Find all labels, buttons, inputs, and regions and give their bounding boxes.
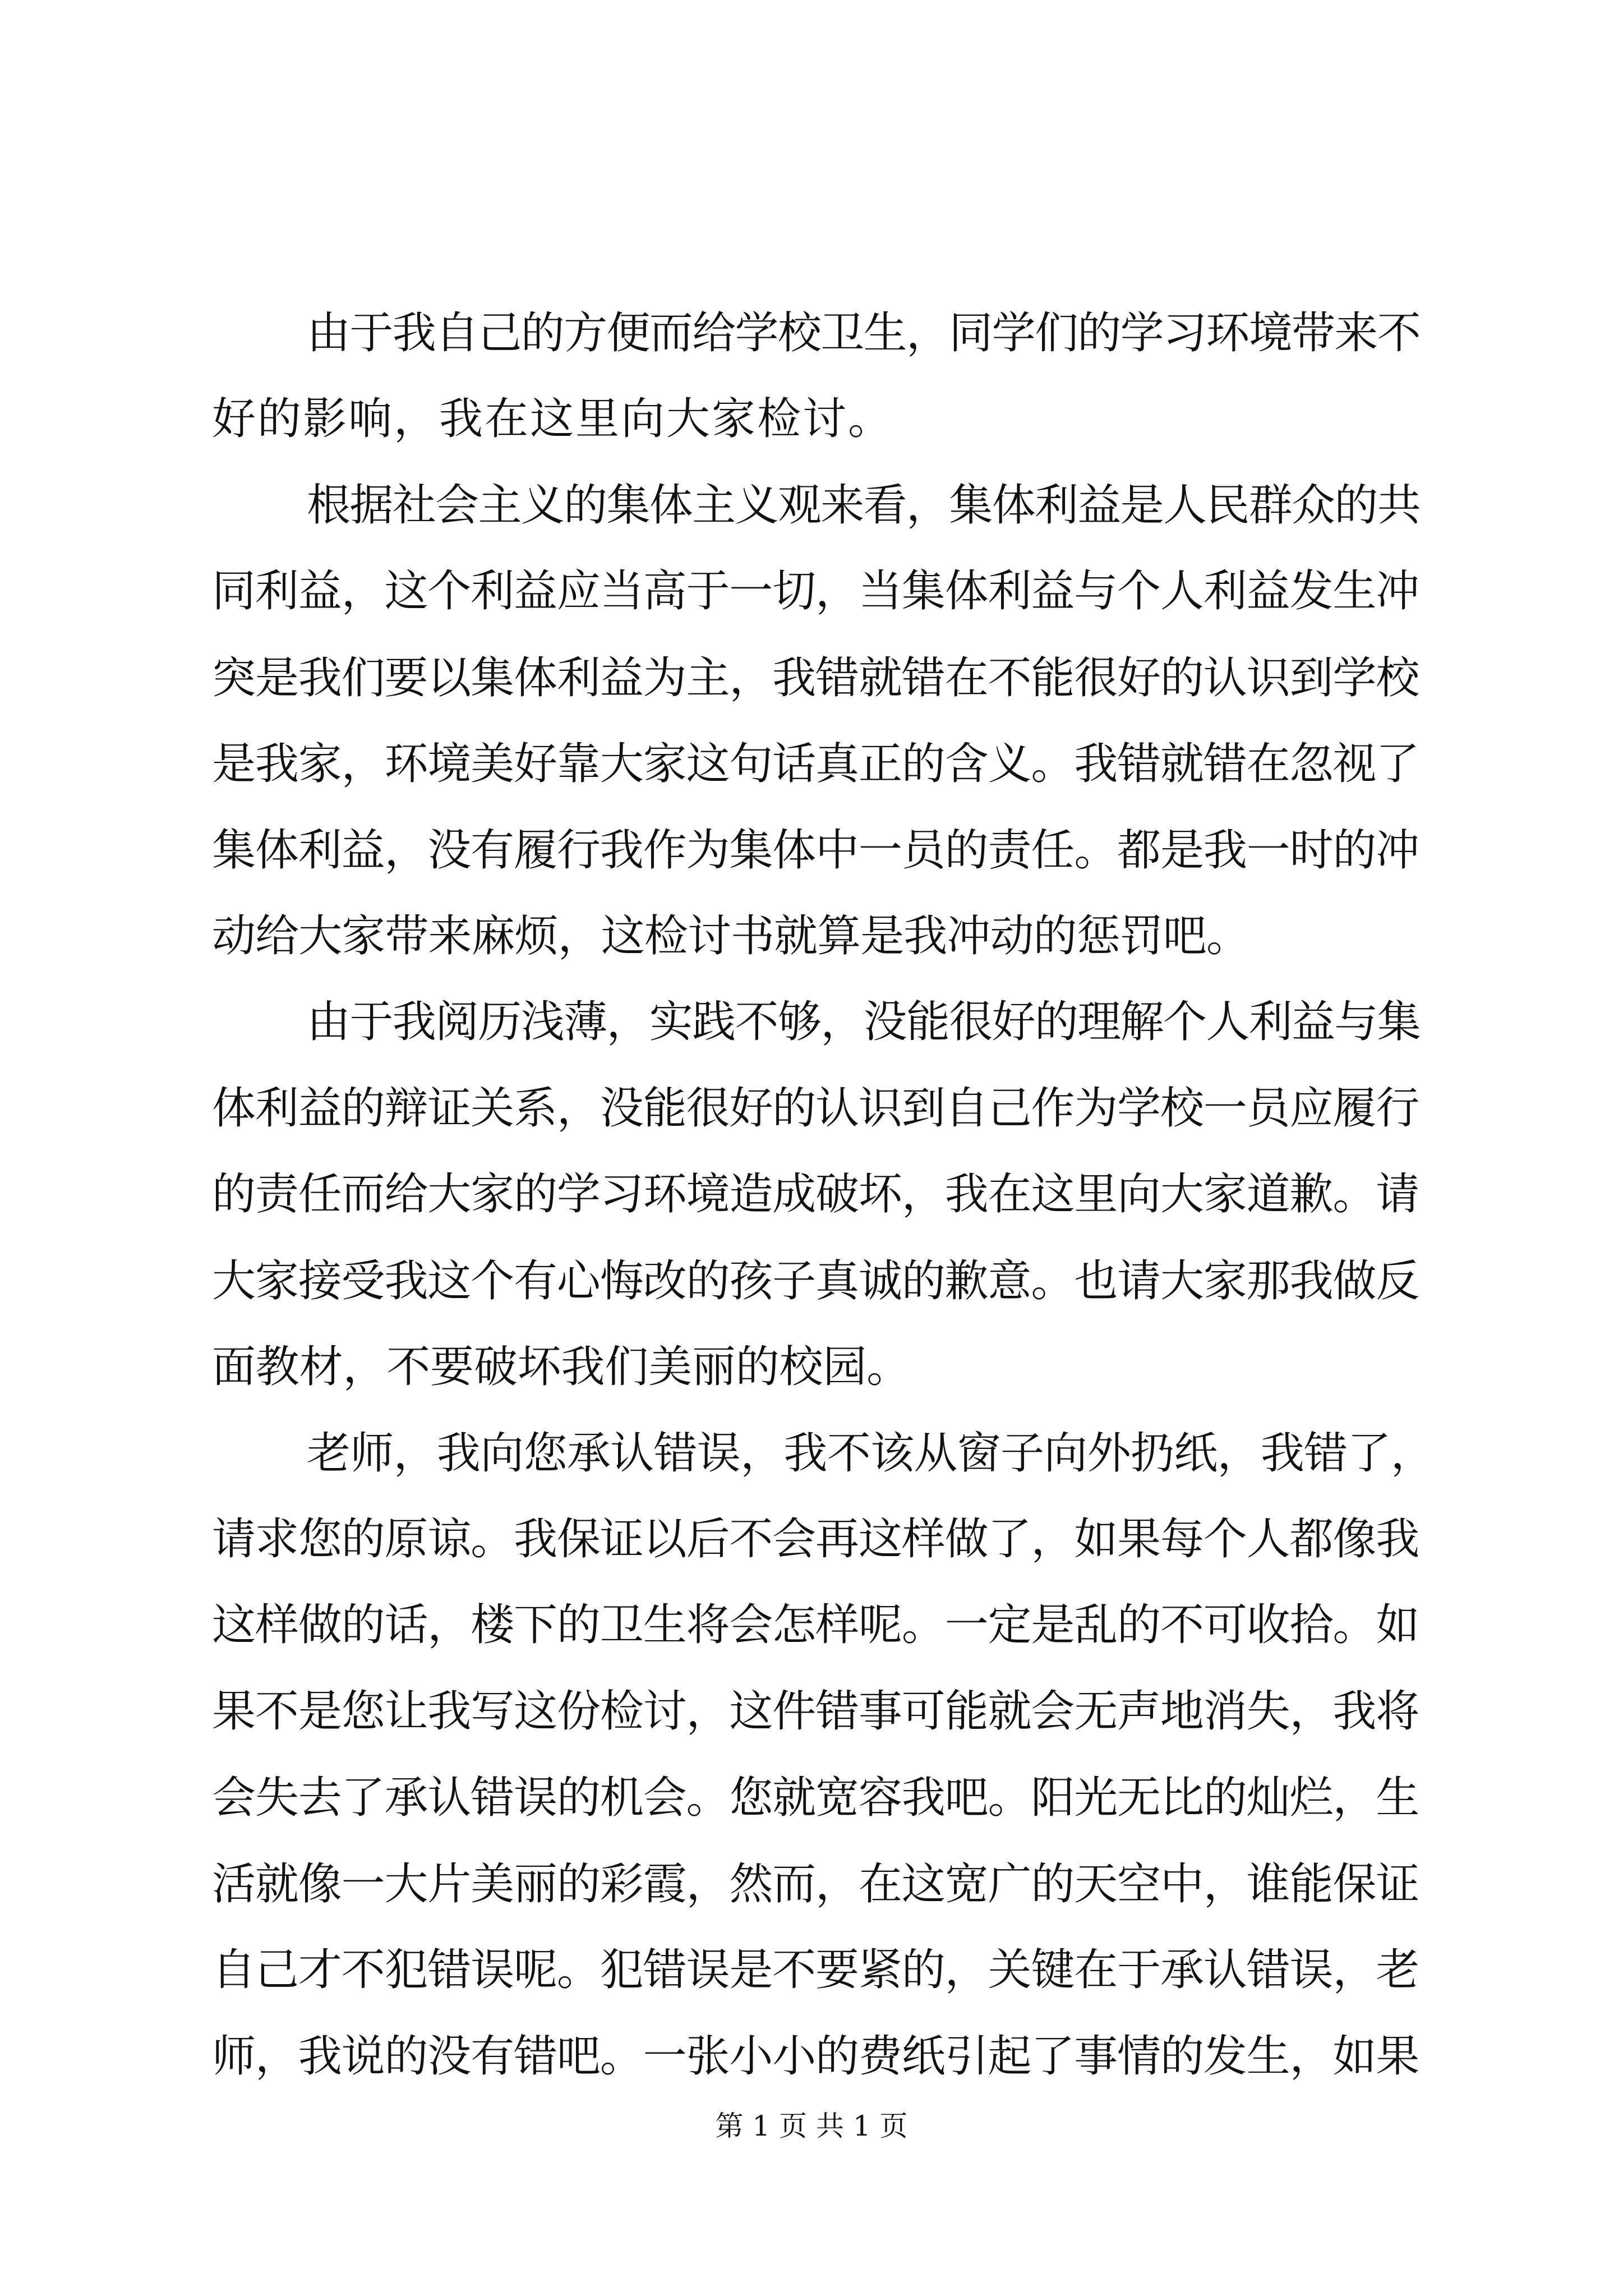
- text-line: 由于我阅历浅薄，实践不够，没能很好的理解个人利益与集: [307, 997, 1421, 1047]
- text-line: 突是我们要以集体利益为主，我错就错在不能很好的认识到学校: [212, 653, 1419, 703]
- text-line: 果不是您让我写这份检讨，这件错事可能就会无声地消失，我将: [212, 1686, 1419, 1737]
- text-line: 请求您的原谅。我保证以后不会再这样做了，如果每个人都像我: [212, 1514, 1419, 1565]
- text-line: 同利益，这个利益应当高于一切，当集体利益与个人利益发生冲: [212, 566, 1419, 616]
- text-line: 老师，我向您承认错误，我不该从窗子向外扔纸，我错了，: [307, 1428, 1435, 1479]
- text-line: 这样做的话，楼下的卫生将会怎样呢。一定是乱的不可收拾。如: [212, 1600, 1419, 1650]
- text-line: 活就像一大片美丽的彩霞，然而，在这宽广的天空中，谁能保证: [212, 1859, 1419, 1910]
- text-line: 师，我说的没有错吧。一张小小的费纸引起了事情的发生，如果: [212, 2031, 1419, 2082]
- text-line: 根据社会主义的集体主义观来看，集体利益是人民群众的共: [307, 480, 1421, 531]
- text-line: 由于我自己的方便而给学校卫生，同学们的学习环境带来不: [307, 308, 1421, 358]
- text-line: 动给大家带来麻烦，这检讨书就算是我冲动的惩罚吧。: [212, 911, 1249, 961]
- text-line: 是我家，环境美好靠大家这句话真正的含义。我错就错在忽视了: [212, 739, 1419, 789]
- text-line: 面教材，不要破坏我们美丽的校园。: [212, 1342, 910, 1392]
- page-footer: 第 1 页 共 1 页: [715, 2110, 908, 2142]
- text-line: 好的影响，我在这里向大家检讨。: [212, 394, 894, 444]
- text-line: 大家接受我这个有心悔改的孩子真诚的歉意。也请大家那我做反: [212, 1256, 1419, 1306]
- text-line: 自己才不犯错误呢。犯错误是不要紧的，关键在于承认错误，老: [212, 1945, 1419, 1995]
- text-line: 集体利益，没有履行我作为集体中一员的责任。都是我一时的冲: [212, 825, 1419, 876]
- text-line: 的责任而给大家的学习环境造成破坏，我在这里向大家道歉。请: [212, 1169, 1419, 1220]
- text-line: 会失去了承认错误的机会。您就宽容我吧。阳光无比的灿烂，生: [212, 1773, 1419, 1823]
- text-line: 体利益的辩证关系，没能很好的认识到自己作为学校一员应履行: [212, 1083, 1419, 1134]
